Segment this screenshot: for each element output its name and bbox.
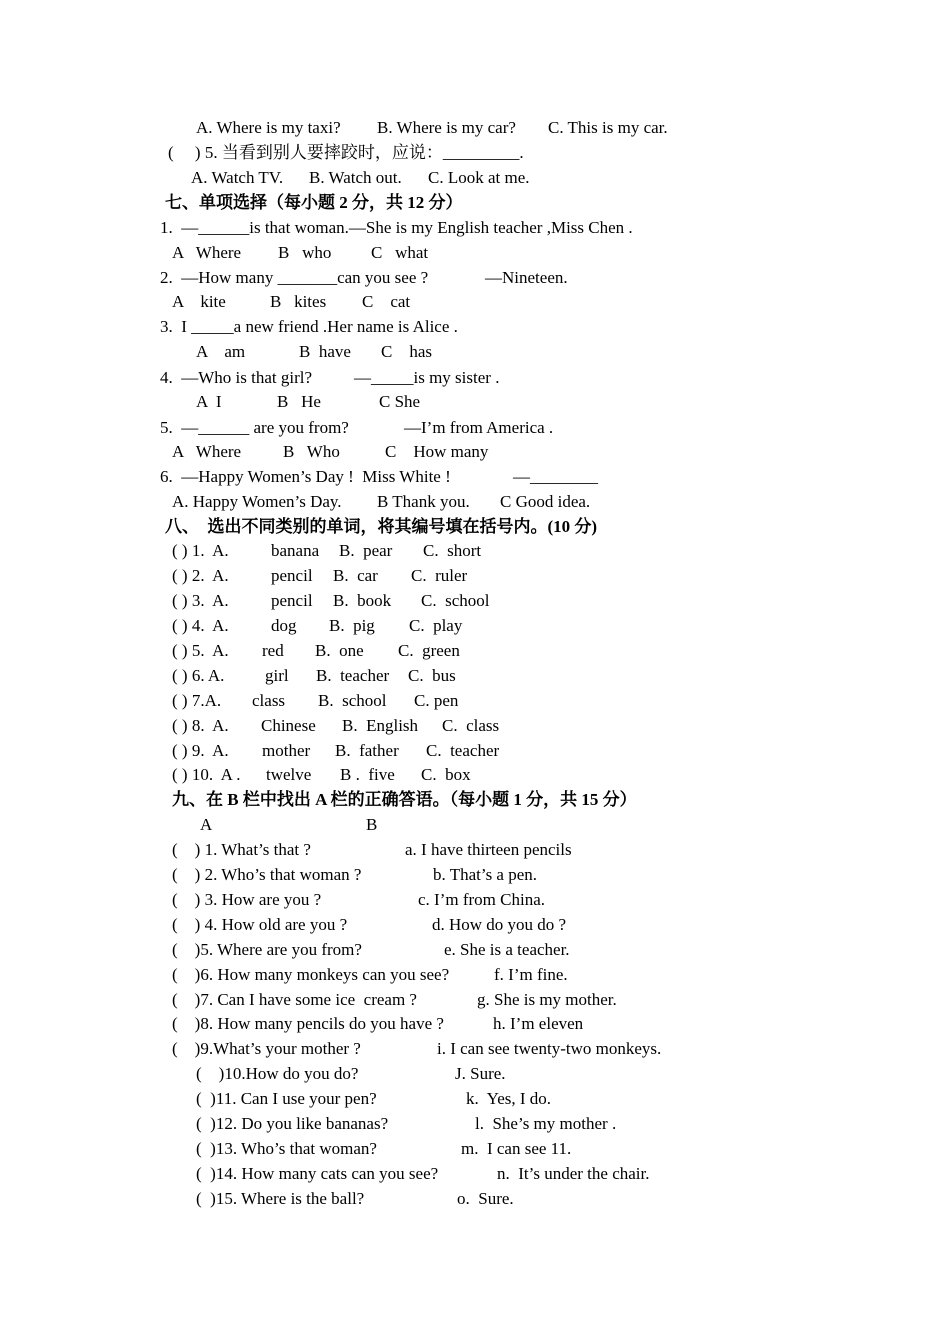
s8-row3-prefix: ( ) 3. A. [172, 591, 229, 610]
s9-item2-question: ( ) 2. Who’s that woman ? [172, 865, 362, 884]
s8-row4-option-b: B. pig [329, 616, 375, 635]
s7-q2-option-c: C cat [362, 292, 411, 311]
s8-row1-option-b: B. pear [339, 541, 393, 560]
s9-item5-question: ( )5. Where are you from? [172, 940, 362, 959]
s7-q5-option-b: B Who [283, 442, 340, 461]
s7-q3-option-c: C has [381, 342, 432, 361]
s8-row9-option-c: C. teacher [426, 741, 500, 760]
s8-row1-prefix: ( ) 1. A. [172, 541, 229, 560]
prev-q4-option-a: A. Where is my taxi? [196, 118, 341, 137]
s8-row9-option-b: B. father [335, 741, 399, 760]
s8-row2-prefix: ( ) 2. A. [172, 566, 229, 585]
s8-row2-option-a: pencil [271, 566, 313, 585]
s7-q1-option-a: A Where [172, 243, 242, 262]
s8-row3-option-c: C. school [421, 591, 490, 610]
s8-row7-prefix: ( ) 7.A. [172, 691, 222, 710]
s7-q4-option-b: B He [277, 392, 321, 411]
s8-row6-option-b: B. teacher [316, 666, 390, 685]
prev-q5-prompt: ( ) 5. 当看到别人要摔跤时，应说：_________. [168, 143, 524, 162]
prev-q5-option-a: A. Watch TV. [191, 168, 284, 187]
s9-item6-answer: f. I’m fine. [494, 965, 568, 984]
prev-q5-option-b: B. Watch out. [309, 168, 402, 187]
s8-row7-option-c: C. pen [414, 691, 459, 710]
s7-q5-option-c: C How many [385, 442, 489, 461]
s9-item9-answer: i. I can see twenty-two monkeys. [437, 1039, 662, 1058]
s9-item3-question: ( ) 3. How are you ? [172, 890, 322, 909]
s7-q1-option-c: C what [371, 243, 429, 262]
s8-row6-prefix: ( ) 6. A. [172, 666, 225, 685]
s7-q2-reply: —Nineteen. [485, 268, 568, 287]
s9-item15-answer: o. Sure. [457, 1189, 514, 1208]
s8-row9-option-a: mother [262, 741, 311, 760]
s9-item13-question: ( )13. Who’s that woman? [196, 1139, 377, 1158]
s9-item9-question: ( )9.What’s your mother ? [172, 1039, 361, 1058]
s9-item5-answer: e. She is a teacher. [444, 940, 570, 959]
section8-heading: 八、 选出不同类别的单词，将其编号填在括号内。(10 分) [165, 517, 598, 536]
s9-item4-question: ( ) 4. How old are you ? [172, 915, 348, 934]
s9-item10-answer: J. Sure. [455, 1064, 506, 1083]
s8-row5-option-b: B. one [315, 641, 364, 660]
s8-row7-option-b: B. school [318, 691, 387, 710]
s7-q1-option-b: B who [278, 243, 332, 262]
s8-row8-prefix: ( ) 8. A. [172, 716, 229, 735]
s7-q3-option-a: A am [196, 342, 246, 361]
s9-item2-answer: b. That’s a pen. [433, 865, 538, 884]
s7-q5-reply: —I’m from America . [404, 418, 554, 437]
s7-q4-stem: 4. —Who is that girl? [160, 368, 313, 387]
s9-column-b-label: B [366, 815, 378, 834]
s7-q2-option-a: A kite [172, 292, 226, 311]
s8-row7-option-a: class [252, 691, 286, 710]
s7-q6-stem: 6. —Happy Women’s Day ! Miss White ! [160, 467, 451, 486]
s9-item3-answer: c. I’m from China. [418, 890, 545, 909]
s9-item15-question: ( )15. Where is the ball? [196, 1189, 365, 1208]
s7-q5-stem: 5. —______ are you from? [160, 418, 349, 437]
s7-q4-option-c: C She [379, 392, 421, 411]
s9-item10-question: ( )10.How do you do? [196, 1064, 359, 1083]
s8-row6-option-a: girl [265, 666, 289, 685]
s9-item14-question: ( )14. How many cats can you see? [196, 1164, 439, 1183]
s9-item1-question: ( ) 1. What’s that ? [172, 840, 311, 859]
s7-q3-stem: 3. I _____a new friend .Her name is Alice . [160, 317, 458, 336]
s9-item7-question: ( )7. Can I have some ice cream ? [172, 990, 417, 1009]
s8-row10-option-b: B . five [340, 765, 395, 784]
s8-row5-option-c: C. green [398, 641, 460, 660]
s8-row3-option-a: pencil [271, 591, 313, 610]
s7-q6-option-c: C Good idea. [500, 492, 591, 511]
s8-row3-option-b: B. book [333, 591, 392, 610]
s8-row4-prefix: ( ) 4. A. [172, 616, 229, 635]
s8-row9-prefix: ( ) 9. A. [172, 741, 229, 760]
prev-q4-option-c: C. This is my car. [548, 118, 668, 137]
s7-q6-option-a: A. Happy Women’s Day. [172, 492, 342, 511]
s7-q2-option-b: B kites [270, 292, 327, 311]
s8-row8-option-c: C. class [442, 716, 500, 735]
s8-row8-option-b: B. English [342, 716, 419, 735]
s9-item7-answer: g. She is my mother. [477, 990, 617, 1009]
s8-row6-option-c: C. bus [408, 666, 456, 685]
s7-q4-option-a: A I [196, 392, 222, 411]
s7-q2-stem: 2. —How many _______can you see ? [160, 268, 429, 287]
s9-column-a-label: A [200, 815, 213, 834]
s8-row2-option-c: C. ruler [411, 566, 468, 585]
s9-item8-answer: h. I’m eleven [493, 1014, 584, 1033]
s8-row5-prefix: ( ) 5. A. [172, 641, 229, 660]
s8-row10-option-c: C. box [421, 765, 471, 784]
s9-item6-question: ( )6. How many monkeys can you see? [172, 965, 450, 984]
section7-heading: 七、单项选择（每小题 2 分，共 12 分） [165, 193, 463, 212]
s8-row1-option-a: banana [271, 541, 320, 560]
s7-q6-option-b: B Thank you. [377, 492, 470, 511]
s9-item11-answer: k. Yes, I do. [466, 1089, 552, 1108]
s8-row5-option-a: red [262, 641, 284, 660]
s9-item13-answer: m. I can see 11. [461, 1139, 572, 1158]
s8-row10-option-a: twelve [266, 765, 312, 784]
s9-item4-answer: d. How do you do ? [432, 915, 567, 934]
s8-row10-prefix: ( ) 10. A . [172, 765, 241, 784]
s9-item11-question: ( )11. Can I use your pen? [196, 1089, 377, 1108]
s7-q3-option-b: B have [299, 342, 351, 361]
s8-row8-option-a: Chinese [261, 716, 316, 735]
s9-item8-question: ( )8. How many pencils do you have ? [172, 1014, 444, 1033]
s8-row4-option-a: dog [271, 616, 297, 635]
s9-item12-answer: l. She’s my mother . [475, 1114, 617, 1133]
s7-q5-option-a: A Where [172, 442, 242, 461]
s8-row2-option-b: B. car [333, 566, 378, 585]
s7-q6-reply: —________ [513, 467, 598, 486]
s9-item14-answer: n. It’s under the chair. [497, 1164, 650, 1183]
s8-row4-option-c: C. play [409, 616, 463, 635]
prev-q5-option-c: C. Look at me. [428, 168, 530, 187]
s9-item1-answer: a. I have thirteen pencils [405, 840, 572, 859]
s9-item12-question: ( )12. Do you like bananas? [196, 1114, 389, 1133]
section9-heading: 九、在 B 栏中找出 A 栏的正确答语。（每小题 1 分，共 15 分） [172, 790, 637, 809]
s7-q1-stem: 1. —______is that woman.—She is my English teacher ,Miss Chen . [160, 218, 633, 237]
s7-q4-reply: —_____is my sister . [354, 368, 500, 387]
s8-row1-option-c: C. short [423, 541, 482, 560]
prev-q4-option-b: B. Where is my car? [377, 118, 516, 137]
